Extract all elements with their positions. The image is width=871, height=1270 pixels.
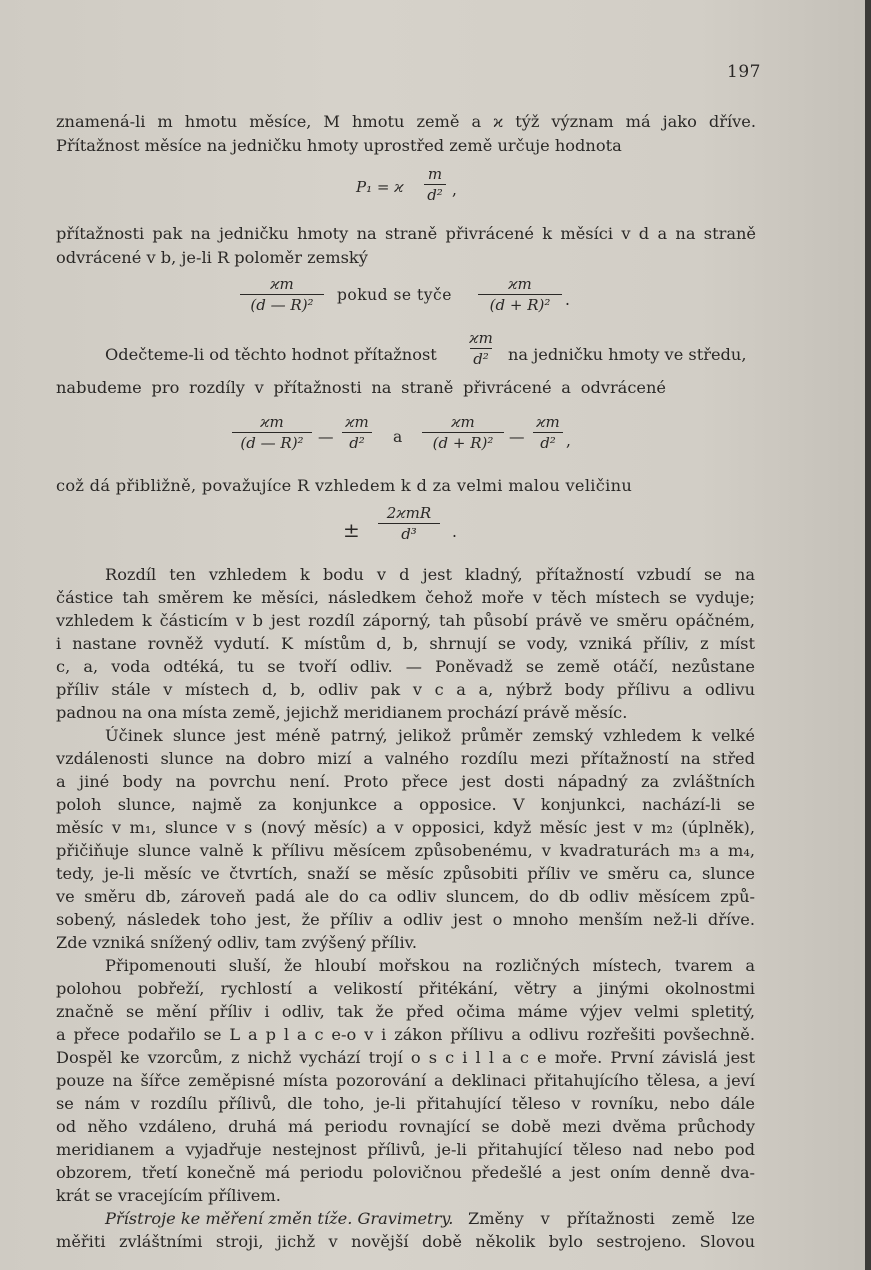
fraction-bar	[424, 184, 446, 185]
text-line-24: Zde vzniká snížený odliv, tam zvýšený příliv.	[56, 933, 417, 952]
page-number: 197	[727, 62, 761, 82]
text-line-22: ve směru db, zároveň padá ale do ca odliv sluncem, do db odliv měsícem způ-	[56, 887, 755, 906]
text-line-11: i nastane rovněž vydutí. K místům d, b, shrnují se vody, vzniká příliv, z míst	[56, 634, 755, 653]
formula-diff1-fraction-b	[342, 414, 372, 452]
denominator: (d — R)²	[240, 434, 304, 452]
text-line-27: značně se mění příliv i odliv, tak že před očima máme výjev velmi spletitý,	[56, 1002, 755, 1021]
text-line-34: obzorem, třetí konečně má periodu polovičnou předešlé a jest oním denně dva-	[56, 1163, 755, 1182]
numerator: ϰm	[536, 413, 560, 431]
text-line-16: vzdálenosti slunce na dobro mizí a valného rozdílu mezi přítažností na střed	[56, 749, 755, 768]
formula-far-numerator: ϰm	[508, 275, 532, 293]
text-line-14: padnou na ona místa země, jejichž meridianem prochází právě měsíc.	[56, 703, 628, 722]
formula-inline-fraction	[470, 330, 492, 368]
text-line-20: přičiňuje slunce valně k přílivu měsícem způsobenému, v kvadraturách m₃ a m₄,	[56, 841, 755, 860]
text-line-3: přítažnosti pak na jedničku hmoty na straně přivrácené k měsíci v d a na straně	[56, 224, 756, 243]
numerator: ϰm	[345, 413, 369, 431]
text-line-26: polohou pobřeží, rychlostí a velikostí přitékání, větry a jinými okolnostmi	[56, 979, 755, 998]
fraction-bar	[533, 432, 563, 433]
formula-p1-numerator: m	[427, 165, 443, 183]
formula-diff2-fraction-b	[533, 414, 563, 452]
text-line-29: Dospěl ke vzorcům, z nichž vychází trojí o s c i l l a c e moře. První závislá jest	[56, 1048, 755, 1067]
text-line-30: pouze na šířce zeměpisné místa pozorování a deklinaci přitahujícího tělesa, a jeví	[56, 1071, 755, 1090]
formula-near-denominator: (d — R)²	[250, 296, 314, 314]
numerator: ϰm	[260, 413, 284, 431]
text-line-6: nabudeme pro rozdíly v přítažnosti na straně přivrácené a odvrácené	[56, 378, 666, 397]
text-line-2: Přítažnost měsíce na jedničku hmoty uprostřed země určuje hodnota	[56, 136, 622, 155]
formula-diff1-fraction-a	[232, 414, 312, 452]
formula-pair-period: .	[565, 291, 570, 309]
text-line-5a: Odečteme-li od těchto hodnot přítažnost	[105, 345, 437, 364]
formula-p1-comma: ,	[452, 181, 457, 199]
text-line-17: a jiné body na povrchu není. Proto přece jest dosti nápadný za zvláštních	[56, 772, 755, 791]
text-line-37: měřiti zvláštními stroji, jichž v novější době několik bylo sestrojeno. Slovou	[56, 1232, 755, 1251]
fraction-bar	[342, 432, 372, 433]
formula-p1-denominator: d²	[427, 186, 443, 204]
formula-result-period: .	[452, 523, 457, 541]
text-line-31: se nám v rozdílu přílivů, dle toho, je-li přitahující těleso v rovníku, nebo dále	[56, 1094, 755, 1113]
formula-diff2-fraction-a	[422, 414, 504, 452]
numerator: 2ϰmR	[386, 504, 432, 522]
text-line-33: meridianem a vyjadřuje nestejnost přílivů, je-li přitahující těleso nad nebo pod	[56, 1140, 755, 1159]
formula-near-numerator: ϰm	[270, 275, 294, 293]
fraction-bar	[378, 523, 440, 524]
text-line-25: Připomenouti sluší, že hloubí mořskou na rozličných místech, tvarem a	[105, 956, 755, 975]
text-line-28: a přece podařilo se L a p l a c e-o v i zákon přílivu a odlivu rozřešiti povšechně.	[56, 1025, 755, 1044]
denominator: d³	[401, 525, 417, 543]
fraction-bar	[232, 432, 312, 433]
formula-result-fraction	[378, 505, 440, 543]
formula-inline-denominator: d²	[473, 350, 489, 368]
denominator: (d + R)²	[432, 434, 494, 452]
formula-inline-numerator: ϰm	[469, 329, 493, 347]
denominator: d²	[540, 434, 556, 452]
text-line-4: odvrácené v b, je-li R poloměr zemský	[56, 248, 368, 267]
text-line-12: c, a, voda odtéká, tu se tvoří odliv. — Poněvadž se země otáčí, nezůstane	[56, 657, 755, 676]
text-line-36: Změny v přítažnosti země lze	[468, 1209, 755, 1228]
fraction-bar	[240, 294, 324, 295]
formula-pair-text: pokud se tyče	[337, 286, 452, 304]
formula-p1-fraction	[424, 166, 446, 204]
text-line-13: příliv stále v místech d, b, odliv pak v c a a, nýbrž body přílivu a odlivu	[56, 680, 755, 699]
minus-sign: —	[509, 428, 525, 446]
text-line-7: což dá přibližně, považujíce R vzhledem k d za velmi malou veličinu	[56, 476, 633, 495]
fraction-bar	[478, 294, 562, 295]
formula-diff-comma: ,	[566, 432, 571, 450]
book-spine-shadow	[865, 0, 871, 1270]
text-line-35: krát se vracejícím přílivem.	[56, 1186, 281, 1205]
text-line-19: měsíc v m₁, slunce v s (nový měsíc) a v opposici, když měsíc jest v m₂ (úplněk),	[56, 818, 755, 837]
text-line-23: sobený, následek toho jest, že příliv a odliv jest o mnoho menším než-li dříve.	[56, 910, 755, 929]
formula-far-fraction	[478, 276, 562, 314]
text-line-32: od něho vzdáleno, druhá má periodu rovnající se době mezi dvěma průchody	[56, 1117, 755, 1136]
text-line-9: částice tah směrem ke měsíci, následkem čehož moře v těch místech se vyduje;	[56, 588, 755, 607]
numerator: ϰm	[451, 413, 475, 431]
formula-near-fraction	[240, 276, 324, 314]
fraction-bar	[470, 348, 492, 349]
text-line-21: tedy, je-li měsíc ve čtvrtích, snaží se měsíc způsobiti příliv ve směru ca, slunce	[56, 864, 755, 883]
text-line-8: Rozdíl ten vzhledem k bodu v d jest kladný, přítažností vzbudí se na	[105, 565, 755, 584]
plus-minus-sign: ±	[343, 518, 360, 542]
conjunction-a: a	[393, 428, 403, 446]
text-line-18: poloh slunce, najmě za konjunkce a opposice. V konjunkci, nachází-li se	[56, 795, 755, 814]
minus-sign: —	[318, 428, 334, 446]
text-line-1: znamená-li m hmotu měsíce, M hmotu země a ϰ týž význam má jako dříve.	[56, 112, 756, 131]
formula-p1-lhs: P₁ = ϰ	[356, 178, 404, 196]
fraction-bar	[422, 432, 504, 433]
text-line-10: vzhledem k částicím v b jest rozdíl záporný, tah působí právě ve směru opáčném,	[56, 611, 755, 630]
text-line-15: Účinek slunce jest méně patrný, jelikož průměr zemský vzhledem k velké	[105, 726, 755, 745]
denominator: d²	[349, 434, 365, 452]
formula-far-denominator: (d + R)²	[489, 296, 551, 314]
section-heading-gravimetry: Přístroje ke měření změn tíže. Gravimetry.	[105, 1209, 454, 1228]
text-line-5b: na jedničku hmoty ve středu,	[508, 345, 747, 364]
